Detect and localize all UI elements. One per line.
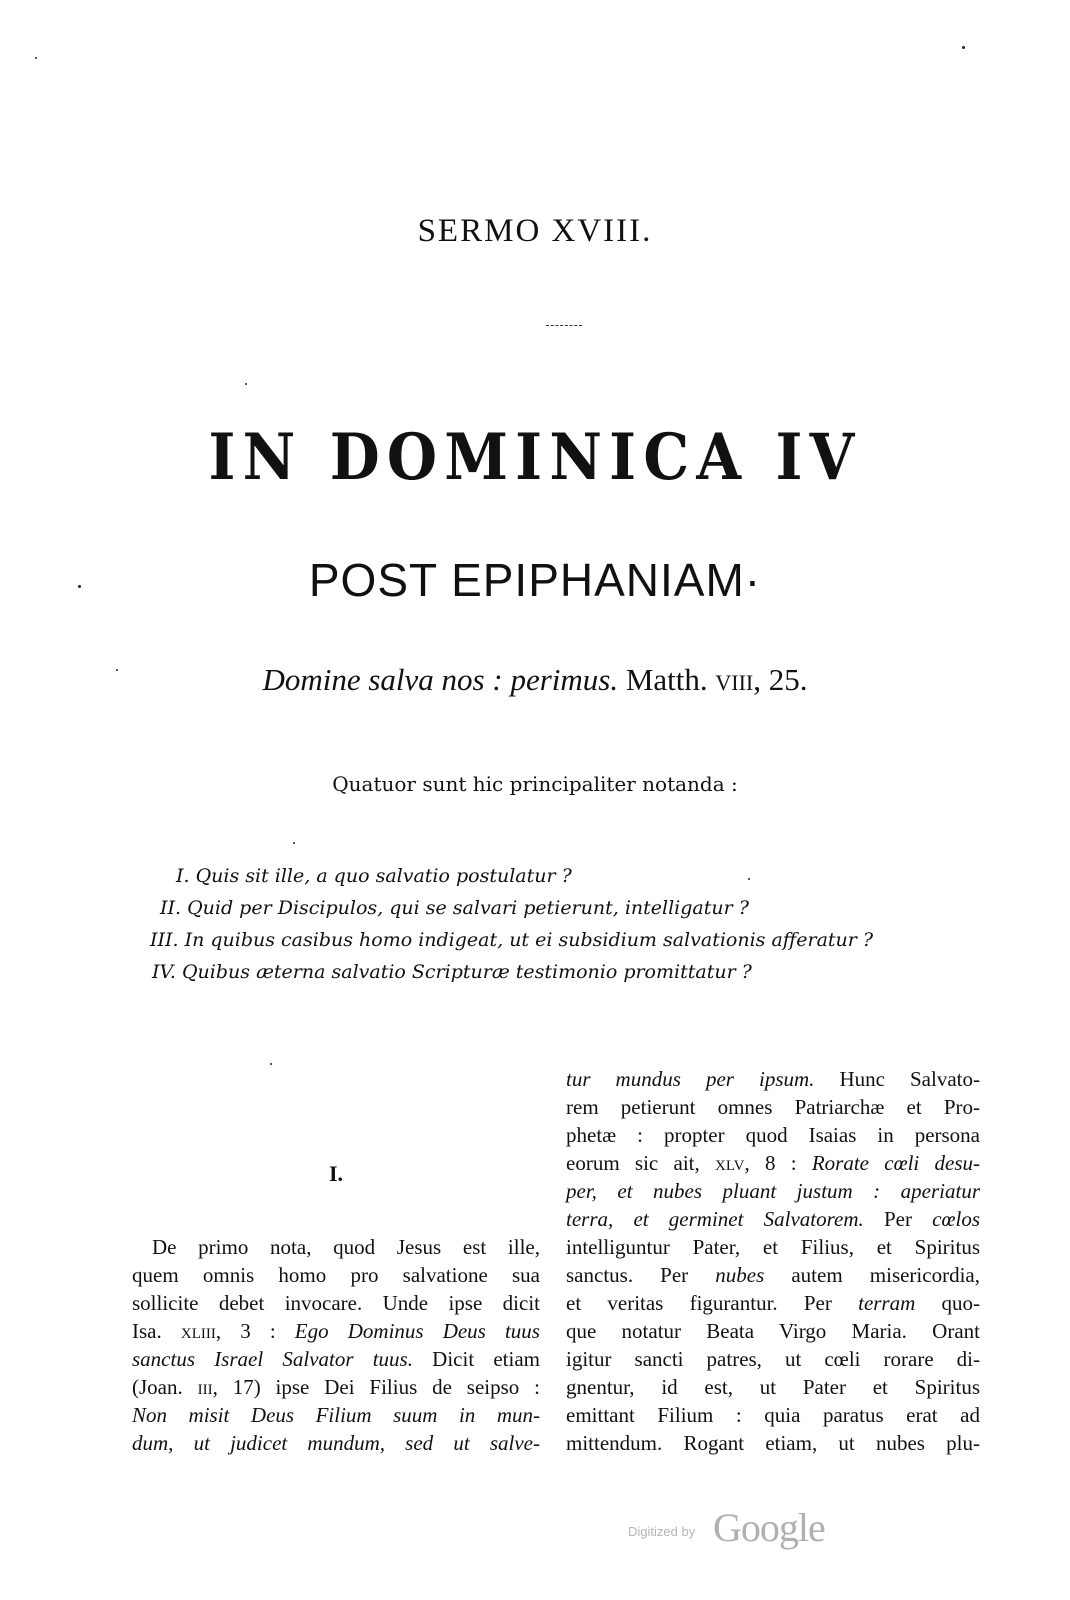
scan-speck (245, 383, 247, 385)
text-line: phetæ : propter quod Isaias in persona (566, 1123, 980, 1147)
text-line: (Joan. iii, 17) ipse Dei Filius de seipso : (132, 1375, 540, 1399)
text-line: mittendum. Rogant etiam, ut nubes plu- (566, 1431, 980, 1455)
page-subtitle: POST EPIPHANIAM· (308, 554, 762, 606)
intro-line: Quatuor sunt hic principaliter notanda : (332, 772, 738, 796)
text-line: emittant Filium : quia paratus erat ad (566, 1403, 980, 1427)
text-line: per, et nubes pluant justum : aperiatur (566, 1179, 980, 1203)
point-item: IV. Quibus æterna salvatio Scripturæ testimonio promittatur ? (152, 961, 752, 983)
text-line: sollicite debet invocare. Unde ipse dicit (132, 1291, 540, 1315)
points-list (150, 860, 970, 988)
text-line: tur mundus per ipsum. Hunc Salvato- (566, 1067, 980, 1091)
ornamental-rule (546, 325, 582, 326)
text-line: terra, et germinet Salvatorem. Per cœlos (566, 1207, 980, 1231)
left-column (132, 1233, 540, 1457)
verse-sep: , (753, 662, 762, 697)
text-line: eorum sic ait, xlv, 8 : Rorate cœli desu- (566, 1151, 981, 1175)
point-item: II. Quid per Discipulos, qui se salvari petierunt, intelligatur ? (160, 897, 749, 919)
text-line: igitur sancti patres, ut cœli rorare di- (566, 1347, 980, 1371)
scan-speck (35, 57, 37, 59)
scan-speck (962, 46, 965, 49)
text-line: sanctus Israel Salvator tuus. Dicit etiam (132, 1347, 540, 1371)
verse-book: Matth. (625, 662, 708, 697)
point-item: I. Quis sit ille, a quo salvatio postulatur ? (176, 865, 572, 887)
scan-speck (270, 1063, 272, 1065)
text-line: Isa. xliii, 3 : Ego Dominus Deus tuus (132, 1319, 540, 1343)
text-line: Non misit Deus Filium suum in mun- (132, 1403, 540, 1427)
verse-chapter: viii (715, 662, 754, 697)
scan-speck (293, 842, 295, 844)
verse-number: 25. (768, 662, 808, 697)
verse-text: Domine salva nos : perimus. (262, 662, 619, 697)
text-line: sanctus. Per nubes autem misericordia, (566, 1263, 980, 1287)
text-line: De primo nota, quod Jesus est ille, (152, 1235, 540, 1259)
point-item: III. In quibus casibus homo indigeat, ut ei subsidium salvationis afferatur ? (150, 929, 874, 951)
section-number: I. (328, 1161, 344, 1186)
right-column (566, 1065, 980, 1457)
text-line: et veritas figurantur. Per terram quo- (566, 1291, 981, 1315)
page-title: IN DOMINICA IV (208, 420, 862, 495)
google-logo: Google (713, 1505, 825, 1550)
sermon-number: SERMO XVIII. (417, 213, 653, 249)
text-line: intelliguntur Pater, et Filius, et Spiritus (566, 1235, 980, 1259)
text-line: quem omnis homo pro salvatione sua (132, 1263, 540, 1287)
text-line: gnentur, id est, ut Pater et Spiritus (566, 1375, 980, 1399)
digitized-by-label: Digitized by (628, 1524, 696, 1539)
text-line: dum, ut judicet mundum, sed ut salve- (132, 1431, 540, 1455)
scripture-verse (0, 662, 1070, 698)
text-line: rem petierunt omnes Patriarchæ et Pro- (566, 1095, 980, 1119)
text-line: que notatur Beata Virgo Maria. Orant (566, 1319, 980, 1343)
